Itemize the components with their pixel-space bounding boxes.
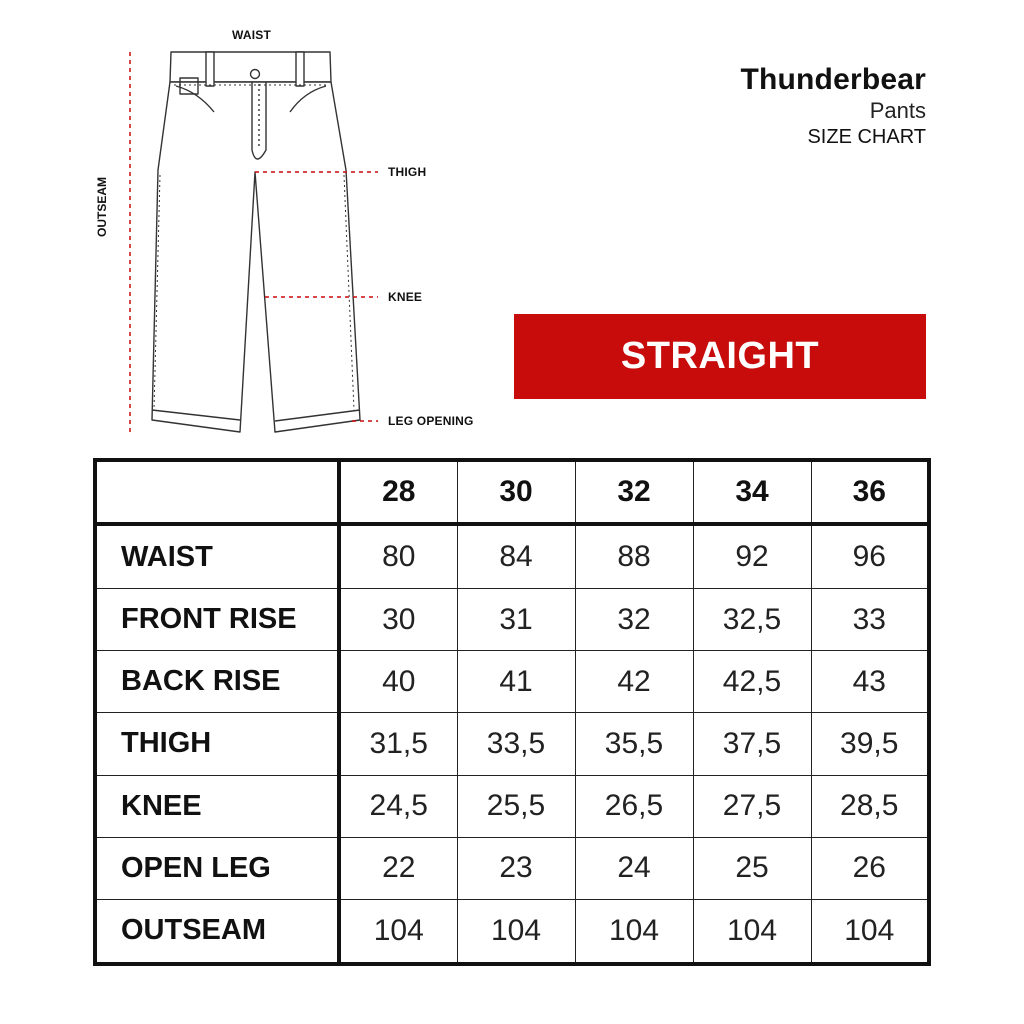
measurement-cell: 23 [457, 837, 575, 899]
table-row [95, 899, 929, 964]
table-row [95, 837, 929, 899]
measurement-cell: 32 [575, 589, 693, 651]
measurement-cell: 84 [457, 524, 575, 589]
size-chart-label: SIZE CHART [807, 126, 926, 148]
row-label: THIGH [95, 713, 339, 775]
brand-name: Thunderbear [740, 63, 926, 96]
measurement-cell: 30 [339, 589, 457, 651]
measurement-cell: 22 [339, 837, 457, 899]
measurement-cell: 104 [575, 899, 693, 964]
row-label: OUTSEAM [95, 899, 339, 964]
brand-block [740, 62, 926, 150]
measurement-cell: 24 [575, 837, 693, 899]
size-header: 28 [339, 460, 457, 524]
table-corner-cell [95, 460, 339, 524]
size-header: 36 [811, 460, 929, 524]
row-label: WAIST [95, 524, 339, 589]
measurement-cell: 25,5 [457, 775, 575, 837]
measurement-cell: 39,5 [811, 713, 929, 775]
measurement-cell: 88 [575, 524, 693, 589]
measurement-cell: 26 [811, 837, 929, 899]
measurement-cell: 104 [339, 899, 457, 964]
leg-opening-label: LEG OPENING [388, 414, 474, 428]
measurement-cell: 40 [339, 651, 457, 713]
row-label: FRONT RISE [95, 589, 339, 651]
fit-banner: STRAIGHT [514, 314, 926, 399]
pants-diagram [0, 0, 520, 450]
thigh-label: THIGH [388, 165, 427, 179]
measurement-cell: 43 [811, 651, 929, 713]
measurement-cell: 41 [457, 651, 575, 713]
measurement-cell: 35,5 [575, 713, 693, 775]
pants-outline-icon [0, 0, 520, 450]
row-label: BACK RISE [95, 651, 339, 713]
table-row [95, 524, 929, 589]
size-header: 32 [575, 460, 693, 524]
measurement-cell: 26,5 [575, 775, 693, 837]
measurement-cell: 104 [457, 899, 575, 964]
measurement-cell: 104 [811, 899, 929, 964]
table-row [95, 651, 929, 713]
product-name: Pants [869, 98, 926, 123]
waist-label: WAIST [232, 28, 271, 42]
measurement-cell: 37,5 [693, 713, 811, 775]
measurement-cell: 92 [693, 524, 811, 589]
size-header: 30 [457, 460, 575, 524]
measurement-cell: 25 [693, 837, 811, 899]
measurement-cell: 80 [339, 524, 457, 589]
measurement-cell: 42 [575, 651, 693, 713]
size-header: 34 [693, 460, 811, 524]
measurement-cell: 27,5 [693, 775, 811, 837]
size-table [93, 458, 931, 966]
row-label: KNEE [95, 775, 339, 837]
measurement-cell: 31 [457, 589, 575, 651]
table-header-row [95, 460, 929, 524]
row-label: OPEN LEG [95, 837, 339, 899]
measurement-cell: 42,5 [693, 651, 811, 713]
measurement-cell: 24,5 [339, 775, 457, 837]
measurement-cell: 31,5 [339, 713, 457, 775]
measurement-cell: 33 [811, 589, 929, 651]
table-row [95, 775, 929, 837]
measurement-cell: 104 [693, 899, 811, 964]
measurement-cell: 32,5 [693, 589, 811, 651]
measurement-cell: 96 [811, 524, 929, 589]
outseam-label: OUTSEAM [95, 177, 109, 237]
knee-label: KNEE [388, 290, 423, 304]
table-row [95, 713, 929, 775]
measurement-cell: 28,5 [811, 775, 929, 837]
table-row [95, 589, 929, 651]
measurement-cell: 33,5 [457, 713, 575, 775]
